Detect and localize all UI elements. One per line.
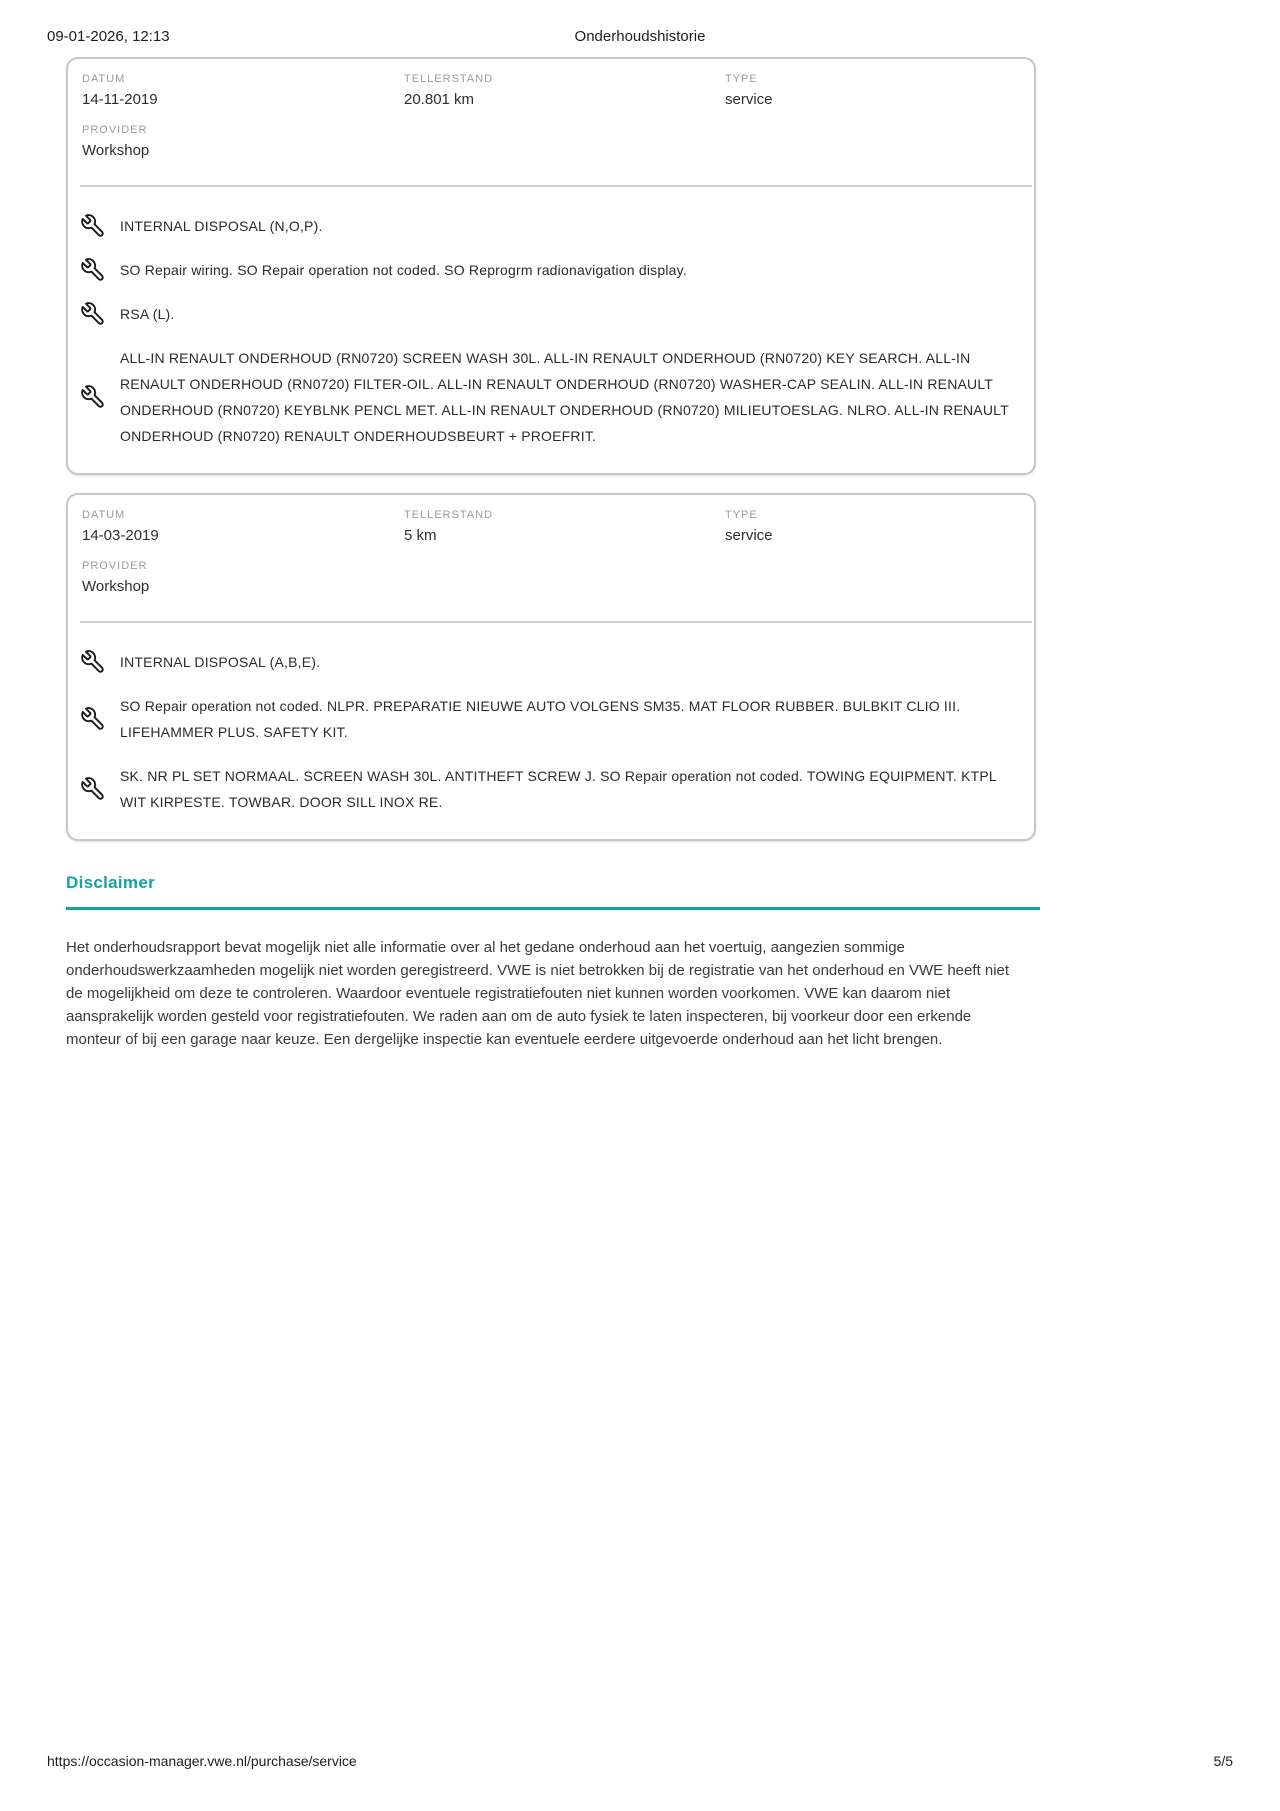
datum-value: 14-11-2019 [82,91,158,108]
disclaimer-text: Het onderhoudsrapport bevat mogelijk niet alle informatie over al het gedane onderhoud aan het voertuig, aangezien sommige onderhoudswerkzaamheden mogelijk niet worden geregistreerd. VWE is niet betrokken bij de registratie van het onderhoud en VWE heeft niet de mogelijkheid om deze te controleren. Waardoor eventuele registratiefouten niet kunnen worden voorkomen. VWE kan daarom niet aansprakelijk worden gesteld voor registratiefouten. We raden aan om de auto fysiek te laten inspecteren, bij voorkeur door een erkende monteur of bij een garage naar keuze. Een dergelijke inspectie kan eventuele eerdere uitgevoerde onderhoud aan het licht brengen. [66,939,1010,1048]
service-item-text: SO Repair wiring. SO Repair operation not coded. SO Reprogrm radionavigation display. [120,262,687,278]
wrench-icon [80,384,106,410]
field-type [725,509,1020,544]
disclaimer-section [66,873,1036,1051]
provider-value: Workshop [82,578,150,595]
type-label: TYPE [725,509,758,521]
tellerstand-label: TELLERSTAND [404,73,494,85]
print-datetime: 09-01-2026, 12:13 [47,28,170,45]
field-tellerstand [404,509,725,544]
service-item-text: ALL-IN RENAULT ONDERHOUD (RN0720) SCREEN WASH 30L. ALL-IN RENAULT ONDERHOUD (RN0720) KEY SEARCH. ALL-IN RENAULT ONDERHOUD (RN0720) FILTER-OIL. ALL-IN RENAULT ONDERHOUD (RN0720) WASHER-CAP SEALIN. ALL-IN RENAULT ONDERHOUD (RN0720) KEYBLNK PENCL MET. ALL-IN RENAULT ONDERHOUD (RN0720) MILIEUTOESLAG. NLRO. ALL-IN RENAULT ONDERHOUD (RN0720) RENAULT ONDERHOUDSBEURT + PROEFRIT. [120,350,1009,444]
service-record-card [66,493,1036,841]
service-item [80,693,1018,745]
provider-label: PROVIDER [82,124,148,136]
service-items [68,649,1034,815]
type-label: TYPE [725,73,758,85]
record-fields [68,73,1034,159]
record-fields [68,509,1034,595]
type-value: service [725,527,773,544]
print-header [47,28,1233,48]
tellerstand-value: 5 km [404,527,437,544]
service-record-card [66,57,1036,475]
service-item-text: SK. NR PL SET NORMAAL. SCREEN WASH 30L. ANTITHEFT SCREW J. SO Repair operation not coded. TOWING EQUIPMENT. KTPL WIT KIRPESTE. TOWBAR. DOOR SILL INOX RE. [120,768,997,810]
type-value: service [725,91,773,108]
footer-page-number: 5/5 [1213,1753,1233,1769]
service-item [80,257,1018,283]
service-items [68,213,1034,449]
datum-label: DATUM [82,73,126,85]
service-item [80,763,1018,815]
provider-label: PROVIDER [82,560,148,572]
service-item [80,345,1018,449]
wrench-icon [80,257,106,283]
datum-value: 14-03-2019 [82,527,159,544]
field-type [725,73,1020,108]
wrench-icon [80,649,106,675]
footer-url: https://occasion-manager.vwe.nl/purchase/service [47,1753,357,1769]
field-datum [82,509,404,544]
service-item [80,301,1018,327]
service-item-text: INTERNAL DISPOSAL (N,O,P). [120,218,323,234]
field-provider [82,124,1020,159]
wrench-icon [80,301,106,327]
card-divider [80,185,1032,187]
wrench-icon [80,776,106,802]
service-history-list [66,57,1036,1051]
datum-label: DATUM [82,509,126,521]
service-item [80,213,1018,239]
field-datum [82,73,404,108]
page-title: Onderhoudshistorie [574,28,706,45]
tellerstand-label: TELLERSTAND [404,509,494,521]
card-divider [80,621,1032,623]
wrench-icon [80,706,106,732]
wrench-icon [80,213,106,239]
field-tellerstand [404,73,725,108]
service-item [80,649,1018,675]
field-provider [82,560,1020,595]
service-item-text: SO Repair operation not coded. NLPR. PREPARATIE NIEUWE AUTO VOLGENS SM35. MAT FLOOR RUBBER. BULBKIT CLIO III. LIFEHAMMER PLUS. SAFETY KIT. [120,698,961,740]
provider-value: Workshop [82,142,150,159]
disclaimer-rule [66,907,1040,910]
service-item-text: RSA (L). [120,306,175,322]
disclaimer-heading: Disclaimer [66,873,155,892]
service-item-text: INTERNAL DISPOSAL (A,B,E). [120,654,321,670]
tellerstand-value: 20.801 km [404,91,475,108]
